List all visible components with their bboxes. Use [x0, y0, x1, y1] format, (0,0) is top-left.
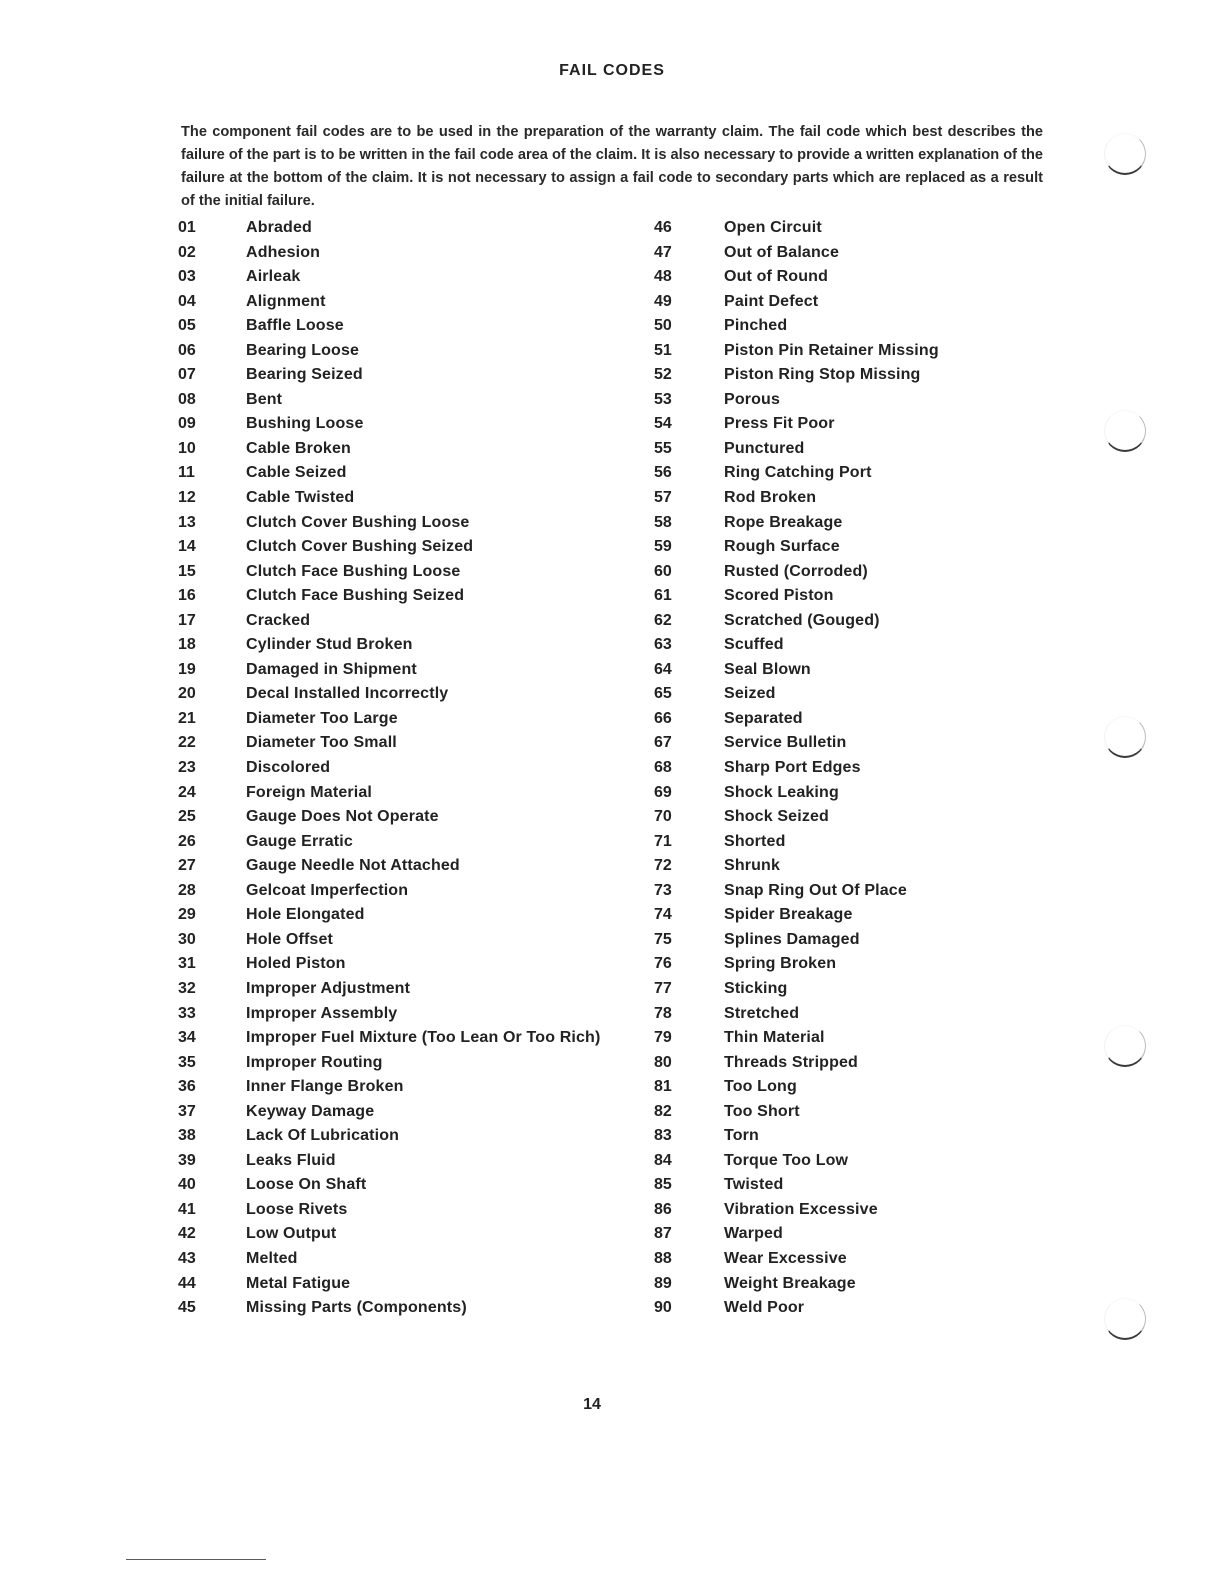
fail-code-row	[178, 707, 638, 732]
fail-code-number: 88	[654, 1249, 672, 1267]
fail-code-row	[178, 1026, 638, 1051]
fail-code-number: 65	[654, 685, 672, 703]
fail-code-description: Baffle Loose	[246, 317, 344, 335]
fail-code-row	[178, 265, 638, 290]
fail-code-number: 01	[178, 219, 196, 236]
fail-code-number: 77	[654, 979, 672, 997]
fail-code-row	[654, 1222, 1074, 1247]
fail-code-number: 12	[178, 489, 196, 507]
fail-code-description: Cable Seized	[246, 464, 347, 482]
fail-code-number: 74	[654, 906, 672, 924]
fail-code-number: 24	[178, 783, 196, 801]
fail-code-description: Vibration Excessive	[724, 1200, 878, 1218]
fail-code-description: Bushing Loose	[246, 415, 364, 433]
fail-code-number: 23	[178, 759, 196, 777]
fail-code-number: 37	[178, 1102, 196, 1120]
fail-code-row	[178, 1124, 638, 1149]
fail-code-number: 19	[178, 660, 196, 678]
fail-code-number: 87	[654, 1225, 672, 1243]
fail-code-number: 44	[178, 1274, 196, 1292]
fail-code-description: Out of Balance	[724, 243, 840, 261]
fail-code-row	[654, 1296, 1074, 1321]
fail-code-row	[178, 1002, 638, 1027]
fail-code-row	[654, 290, 1074, 315]
fail-code-number: 11	[178, 464, 195, 482]
fail-code-number: 07	[178, 366, 196, 384]
fail-code-row	[654, 609, 1074, 634]
fail-code-row	[654, 952, 1074, 977]
fail-code-description: Adhesion	[246, 243, 321, 261]
fail-code-description: Clutch Face Bushing Seized	[246, 587, 465, 605]
fail-code-number: 78	[654, 1004, 672, 1022]
fail-code-description: Gelcoat Imperfection	[246, 881, 409, 899]
fail-code-description: Clutch Cover Bushing Seized	[246, 538, 474, 556]
fail-code-row	[654, 781, 1074, 806]
fail-code-row	[654, 265, 1074, 290]
fail-code-number: 41	[178, 1200, 196, 1218]
fail-code-description: Snap Ring Out Of Place	[724, 881, 907, 899]
fail-code-description: Clutch Cover Bushing Loose	[246, 513, 470, 531]
fail-code-row	[178, 584, 638, 609]
fail-code-description: Loose Rivets	[246, 1200, 348, 1218]
fail-code-row	[654, 1075, 1074, 1100]
fail-code-row	[178, 461, 638, 486]
intro-paragraph: The component fail codes are to be used in the preparation of the warranty claim. The fail code which best describes the failure of the part is to be written in the fail code area of the claim. It is also necessary to provide a written explanation of the failure at the bottom of the claim. It is not necessary to assign a fail code to secondary parts which are replaced as a result of the initial failure.	[181, 123, 1043, 209]
fail-code-row	[178, 928, 638, 953]
fail-code-row	[654, 928, 1074, 953]
fail-code-number: 57	[654, 489, 672, 507]
fail-code-description: Bearing Loose	[246, 341, 360, 359]
fail-code-description: Bent	[246, 390, 283, 408]
fail-code-description: Discolored	[246, 759, 331, 777]
fail-code-row	[654, 756, 1074, 781]
fail-code-row	[178, 1100, 638, 1125]
fail-code-description: Diameter Too Small	[246, 734, 397, 752]
fail-code-number: 20	[178, 685, 196, 703]
fail-codes-right-column	[654, 216, 1074, 1321]
fail-code-row	[178, 682, 638, 707]
fail-code-row	[178, 535, 638, 560]
fail-code-description: Improper Adjustment	[246, 979, 411, 997]
fail-code-description: Separated	[724, 709, 803, 727]
fail-code-row	[178, 388, 638, 413]
fail-code-number: 86	[654, 1200, 672, 1218]
fail-code-number: 52	[654, 366, 672, 384]
fail-code-number: 42	[178, 1225, 196, 1243]
fail-code-description: Open Circuit	[724, 219, 822, 236]
binder-hole-3	[1104, 716, 1146, 758]
fail-code-number: 10	[178, 439, 196, 457]
fail-code-number: 69	[654, 783, 672, 801]
fail-code-description: Piston Pin Retainer Missing	[724, 341, 939, 359]
fail-code-description: Sticking	[724, 979, 788, 997]
fail-code-number: 70	[654, 808, 672, 826]
fail-code-description: Rod Broken	[724, 489, 817, 507]
fail-code-row	[178, 1051, 638, 1076]
fail-code-row	[178, 314, 638, 339]
fail-code-number: 15	[178, 562, 196, 580]
fail-code-row	[654, 388, 1074, 413]
fail-code-row	[654, 412, 1074, 437]
fail-code-number: 14	[178, 538, 196, 556]
fail-code-row	[178, 1075, 638, 1100]
fail-code-description: Gauge Does Not Operate	[246, 808, 439, 826]
fail-code-description: Scratched (Gouged)	[724, 611, 880, 629]
fail-code-row	[178, 1222, 638, 1247]
fail-code-description: Rope Breakage	[724, 513, 843, 531]
fail-code-row	[178, 486, 638, 511]
fail-code-row	[654, 241, 1074, 266]
fail-code-row	[654, 977, 1074, 1002]
fail-code-description: Scored Piston	[724, 587, 834, 605]
fail-code-description: Cable Twisted	[246, 489, 355, 507]
fail-code-number: 85	[654, 1176, 672, 1194]
fail-code-description: Low Output	[246, 1225, 337, 1243]
fail-code-description: Weight Breakage	[724, 1274, 856, 1292]
fail-code-row	[654, 1100, 1074, 1125]
fail-code-description: Piston Ring Stop Missing	[724, 366, 921, 384]
fail-code-number: 54	[654, 415, 672, 433]
fail-code-row	[654, 339, 1074, 364]
fail-code-description: Shrunk	[724, 857, 781, 875]
fail-code-number: 82	[654, 1102, 672, 1120]
fail-code-number: 09	[178, 415, 196, 433]
fail-code-description: Punctured	[724, 439, 805, 457]
fail-codes-left-column	[178, 216, 638, 1321]
fail-code-description: Metal Fatigue	[246, 1274, 351, 1292]
fail-code-row	[178, 658, 638, 683]
fail-code-description: Rusted (Corroded)	[724, 562, 868, 580]
fail-code-number: 06	[178, 341, 196, 359]
fail-code-number: 31	[178, 955, 196, 973]
fail-code-description: Warped	[724, 1225, 783, 1243]
fail-code-row	[178, 1173, 638, 1198]
fail-code-row	[654, 314, 1074, 339]
fail-code-number: 47	[654, 243, 672, 261]
fail-code-number: 45	[178, 1299, 196, 1317]
fail-code-row	[178, 633, 638, 658]
fail-code-number: 67	[654, 734, 672, 752]
fail-code-number: 56	[654, 464, 672, 482]
fail-code-row	[654, 830, 1074, 855]
fail-code-description: Hole Elongated	[246, 906, 365, 924]
binder-hole-4	[1104, 1025, 1146, 1067]
fail-code-number: 49	[654, 292, 672, 310]
fail-code-description: Ring Catching Port	[724, 464, 872, 482]
fail-code-description: Bearing Seized	[246, 366, 363, 384]
fail-code-number: 17	[178, 611, 196, 629]
fail-code-description: Rough Surface	[724, 538, 840, 556]
fail-code-row	[178, 560, 638, 585]
fail-code-number: 48	[654, 268, 672, 286]
fail-code-number: 02	[178, 243, 196, 261]
fail-code-number: 35	[178, 1053, 196, 1071]
fail-code-description: Keyway Damage	[246, 1102, 375, 1120]
fail-code-description: Damaged in Shipment	[246, 660, 417, 678]
fail-code-row	[178, 241, 638, 266]
fail-code-description: Gauge Erratic	[246, 832, 353, 850]
fail-code-number: 71	[654, 832, 672, 850]
fail-code-number: 64	[654, 660, 672, 678]
fail-code-number: 16	[178, 587, 196, 605]
fail-code-description: Sharp Port Edges	[724, 759, 861, 777]
fail-code-row	[178, 731, 638, 756]
fail-code-row	[654, 1198, 1074, 1223]
fail-code-number: 50	[654, 317, 672, 335]
fail-code-description: Seal Blown	[724, 660, 811, 678]
fail-code-row	[178, 1272, 638, 1297]
fail-code-description: Decal Installed Incorrectly	[246, 685, 449, 703]
fail-code-description: Torn	[724, 1127, 759, 1145]
fail-code-description: Spring Broken	[724, 955, 837, 973]
fail-code-row	[654, 903, 1074, 928]
fail-code-description: Loose On Shaft	[246, 1176, 367, 1194]
fail-code-number: 40	[178, 1176, 196, 1194]
fail-code-row	[654, 1002, 1074, 1027]
fail-code-row	[654, 707, 1074, 732]
fail-code-number: 28	[178, 881, 196, 899]
fail-code-description: Cable Broken	[246, 439, 351, 457]
fail-code-description: Shorted	[724, 832, 786, 850]
fail-code-description: Shock Seized	[724, 808, 829, 826]
fail-code-row	[654, 854, 1074, 879]
fail-code-description: Spider Breakage	[724, 906, 853, 924]
fail-code-number: 55	[654, 439, 672, 457]
fail-code-number: 30	[178, 930, 196, 948]
fail-code-number: 53	[654, 390, 672, 408]
fail-code-number: 18	[178, 636, 196, 654]
fail-code-number: 36	[178, 1078, 196, 1096]
fail-code-number: 25	[178, 808, 196, 826]
fail-code-number: 90	[654, 1299, 672, 1317]
fail-code-number: 08	[178, 390, 196, 408]
fail-code-number: 61	[654, 587, 672, 605]
fail-code-row	[654, 805, 1074, 830]
fail-code-number: 89	[654, 1274, 672, 1292]
fail-code-number: 84	[654, 1151, 672, 1169]
fail-code-number: 73	[654, 881, 672, 899]
fail-code-row	[178, 216, 638, 241]
fail-code-number: 62	[654, 611, 672, 629]
fail-code-row	[178, 511, 638, 536]
fail-code-row	[178, 952, 638, 977]
fail-code-number: 29	[178, 906, 196, 924]
fail-code-row	[178, 290, 638, 315]
fail-code-number: 75	[654, 930, 672, 948]
fail-code-description: Scuffed	[724, 636, 784, 654]
fail-code-description: Gauge Needle Not Attached	[246, 857, 460, 875]
fail-code-number: 66	[654, 709, 672, 727]
fail-code-number: 04	[178, 292, 196, 310]
fail-code-number: 51	[654, 341, 672, 359]
fail-code-row	[654, 511, 1074, 536]
fail-code-row	[178, 1247, 638, 1272]
fail-code-row	[654, 633, 1074, 658]
fail-code-row	[654, 1051, 1074, 1076]
fail-code-description: Pinched	[724, 317, 788, 335]
fail-code-number: 60	[654, 562, 672, 580]
fail-code-row	[654, 879, 1074, 904]
fail-code-row	[654, 682, 1074, 707]
fail-code-row	[654, 437, 1074, 462]
fail-code-description: Twisted	[724, 1176, 784, 1194]
fail-code-description: Paint Defect	[724, 292, 819, 310]
page-number: 14	[583, 1396, 601, 1413]
fail-code-number: 79	[654, 1029, 672, 1047]
fail-code-row	[178, 805, 638, 830]
fail-code-row	[654, 1272, 1074, 1297]
fail-code-number: 59	[654, 538, 672, 556]
fail-code-row	[654, 216, 1074, 241]
fail-code-row	[654, 584, 1074, 609]
fail-code-row	[654, 363, 1074, 388]
fail-code-description: Service Bulletin	[724, 734, 847, 752]
fail-code-number: 81	[654, 1078, 672, 1096]
fail-code-number: 13	[178, 513, 196, 531]
fail-code-description: Hole Offset	[246, 930, 333, 948]
fail-code-number: 39	[178, 1151, 196, 1169]
fail-code-row	[178, 830, 638, 855]
fail-code-row	[654, 486, 1074, 511]
fail-code-row	[654, 1247, 1074, 1272]
binder-hole-5	[1104, 1298, 1146, 1340]
binder-hole-1	[1104, 133, 1146, 175]
fail-code-row	[178, 609, 638, 634]
fail-code-description: Improper Fuel Mixture (Too Lean Or Too Rich)	[246, 1029, 601, 1047]
fail-code-description: Melted	[246, 1249, 298, 1267]
fail-code-description: Too Short	[724, 1102, 800, 1120]
fail-code-description: Weld Poor	[724, 1299, 805, 1317]
fail-code-description: Seized	[724, 685, 776, 703]
fail-code-number: 34	[178, 1029, 196, 1047]
fail-code-description: Threads Stripped	[724, 1053, 858, 1071]
fail-code-row	[178, 437, 638, 462]
fail-code-description: Porous	[724, 390, 781, 408]
fail-code-number: 38	[178, 1127, 196, 1145]
fail-code-description: Press Fit Poor	[724, 415, 835, 433]
fail-code-description: Splines Damaged	[724, 930, 860, 948]
fail-code-number: 80	[654, 1053, 672, 1071]
fail-code-description: Improper Assembly	[246, 1004, 398, 1022]
fail-code-number: 26	[178, 832, 196, 850]
fail-code-row	[178, 1149, 638, 1174]
fail-code-description: Missing Parts (Components)	[246, 1299, 467, 1317]
fail-code-description: Shock Leaking	[724, 783, 839, 801]
fail-code-number: 76	[654, 955, 672, 973]
fail-code-description: Leaks Fluid	[246, 1151, 336, 1169]
fail-code-number: 05	[178, 317, 196, 335]
fail-code-description: Lack Of Lubrication	[246, 1127, 400, 1145]
fail-code-description: Holed Piston	[246, 955, 346, 973]
fail-code-description: Alignment	[246, 292, 326, 310]
fail-code-row	[654, 1026, 1074, 1051]
fail-code-row	[178, 339, 638, 364]
fail-code-row	[654, 461, 1074, 486]
fail-code-row	[654, 1173, 1074, 1198]
fail-code-number: 21	[178, 709, 196, 727]
fail-code-number: 03	[178, 268, 196, 286]
page-title: FAIL CODES	[559, 62, 665, 79]
fail-code-number: 83	[654, 1127, 672, 1145]
fail-code-description: Diameter Too Large	[246, 709, 398, 727]
fail-code-description: Stretched	[724, 1004, 800, 1022]
fail-code-description: Wear Excessive	[724, 1249, 847, 1267]
fail-code-number: 63	[654, 636, 672, 654]
fail-code-row	[178, 903, 638, 928]
fail-code-row	[654, 658, 1074, 683]
fail-code-number: 43	[178, 1249, 196, 1267]
fail-code-row	[178, 781, 638, 806]
fail-code-description: Inner Flange Broken	[246, 1078, 404, 1096]
fail-code-row	[178, 879, 638, 904]
fail-code-description: Clutch Face Bushing Loose	[246, 562, 461, 580]
fail-code-row	[654, 535, 1074, 560]
fail-code-number: 72	[654, 857, 672, 875]
fail-code-number: 32	[178, 979, 196, 997]
fail-code-description: Foreign Material	[246, 783, 372, 801]
fail-code-row	[178, 363, 638, 388]
binder-hole-2	[1104, 410, 1146, 452]
fail-code-row	[654, 1124, 1074, 1149]
fail-code-description: Improper Routing	[246, 1053, 383, 1071]
fail-code-description: Out of Round	[724, 268, 828, 286]
fail-code-row	[178, 854, 638, 879]
fail-code-row	[178, 756, 638, 781]
fail-code-number: 27	[178, 857, 196, 875]
fail-code-row	[178, 1198, 638, 1223]
fail-code-number: 22	[178, 734, 196, 752]
fail-code-number: 46	[654, 219, 672, 236]
fail-code-description: Cracked	[246, 611, 311, 629]
fail-code-row	[654, 560, 1074, 585]
fail-code-row	[178, 412, 638, 437]
fail-code-number: 33	[178, 1004, 196, 1022]
footer-rule	[126, 1559, 266, 1560]
fail-code-number: 68	[654, 759, 672, 777]
fail-code-description: Cylinder Stud Broken	[246, 636, 413, 654]
fail-code-row	[654, 1149, 1074, 1174]
fail-code-description: Abraded	[246, 219, 312, 236]
fail-code-row	[178, 977, 638, 1002]
fail-code-row	[178, 1296, 638, 1321]
fail-code-description: Torque Too Low	[724, 1151, 849, 1169]
fail-code-description: Airleak	[246, 268, 301, 286]
fail-code-row	[654, 731, 1074, 756]
fail-code-number: 58	[654, 513, 672, 531]
fail-code-description: Too Long	[724, 1078, 797, 1096]
fail-code-description: Thin Material	[724, 1029, 825, 1047]
